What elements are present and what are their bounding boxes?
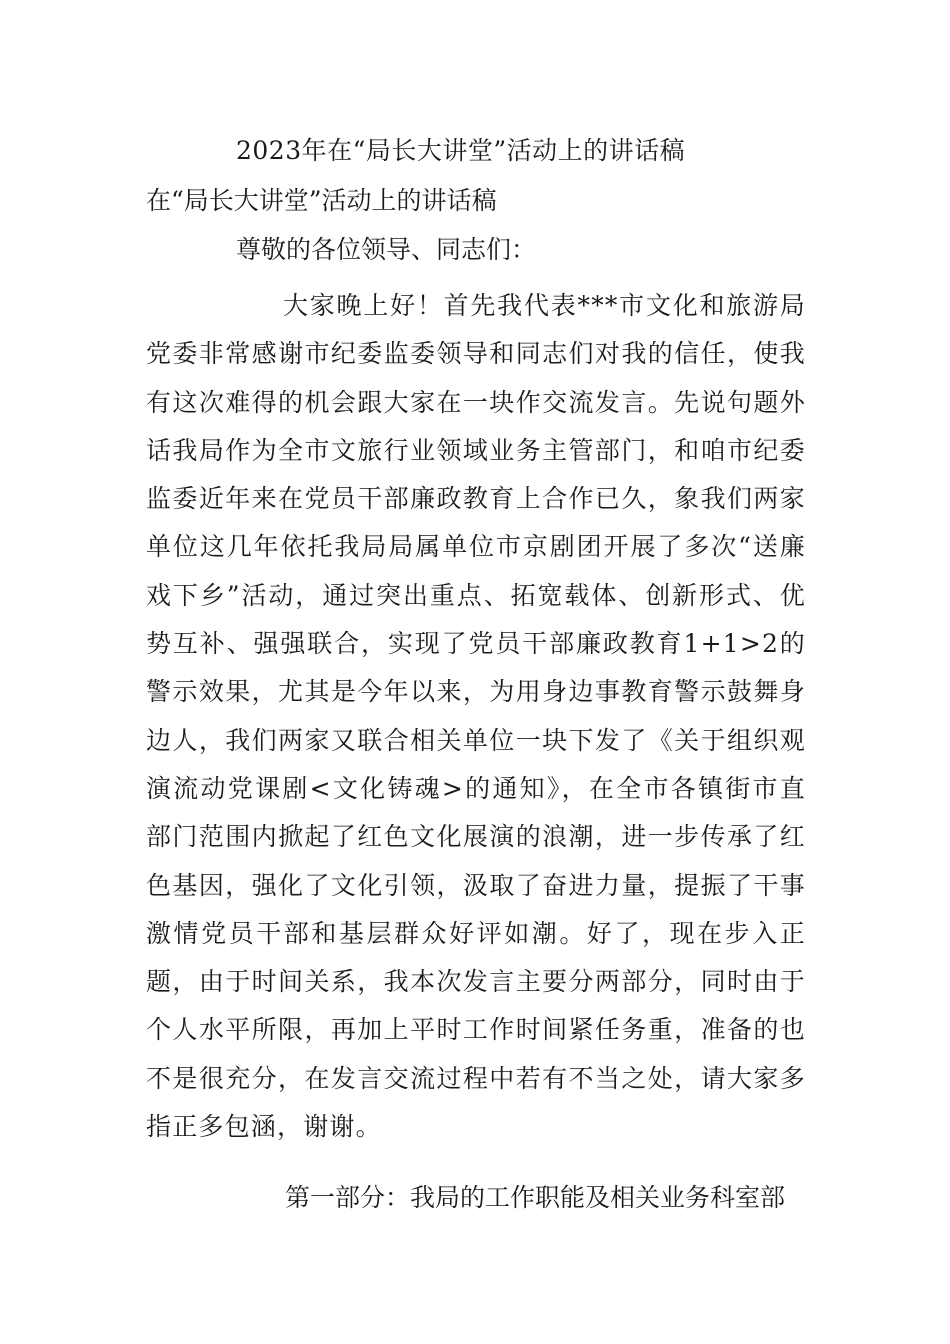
section-heading: 第一部分：我局的工作职能及相关业务科室部 [285, 1183, 786, 1212]
body-paragraph: 大家晚上好！首先我代表***市文化和旅游局党委非常感谢市纪委监委领导和同志们对我的信任，使我有这次难得的机会跟大家在一块作交流发言。先说句题外话我局作为全市文旅行业领域业务主管部门，和咱市纪委监委近年来在党员干部廉政教育上合作已久，象我们两家单位这几年依托我局局属单位市京剧团开展了多次“送廉戏下乡”活动，通过突出重点、拓宽载体、创新形式、优势互补、强强联合，实现了党员干部廉政教育1+1>2的警示效果，尤其是今年以来，为用身边事教育警示鼓舞身边人，我们两家又联合相关单位一块下发了《关于组织观演流动党课剧<文化铸魂>的通知》，在全市各镇街市直部门范围内掀起了红色文化展演的浪潮，进一步传承了红色基因，强化了文化引领，汲取了奋进力量，提振了干事激情党员干部和基层群众好评如潮。好了，现在步入正题，由于时间关系，我本次发言主要分两部分，同时由于个人水平所限，再加上平时工作时间紧任务重，准备的也不是很充分，在发言交流过程中若有不当之处，请大家多指正多包涵，谢谢。 [146, 291, 806, 1142]
document-subtitle: 在“局长大讲堂”活动上的讲话稿 [146, 186, 497, 215]
salutation: 尊敬的各位领导、同志们： [236, 235, 537, 264]
document-title: 2023年在“局长大讲堂”活动上的讲话稿 [236, 136, 686, 165]
